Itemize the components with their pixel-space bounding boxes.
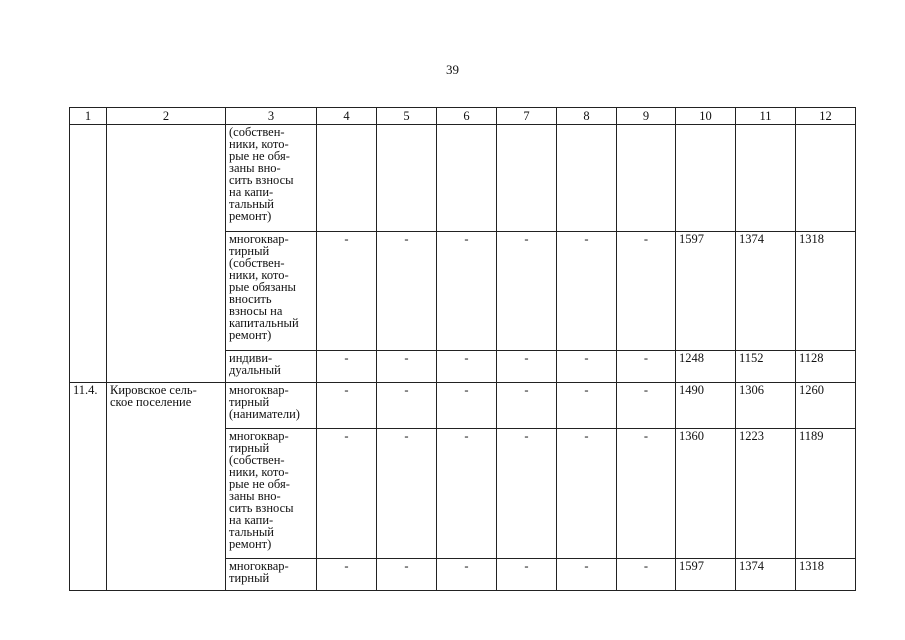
value-cell [617,125,676,232]
value-cell: - [317,351,377,383]
value-cell [676,125,736,232]
value-cell: - [617,429,676,559]
value-cell: - [617,232,676,351]
value-cell: - [437,232,497,351]
value-cell: - [437,429,497,559]
value-cell: - [557,351,617,383]
page-number: 39 [446,62,459,77]
housing-type-cell: индиви- дуальный [226,351,317,383]
value-cell: 1318 [796,232,856,351]
column-header: 9 [617,108,676,125]
column-header: 8 [557,108,617,125]
value-cell [557,125,617,232]
column-header: 4 [317,108,377,125]
column-header: 10 [676,108,736,125]
value-cell: - [317,232,377,351]
column-header: 12 [796,108,856,125]
value-cell: 1360 [676,429,736,559]
value-cell: 1318 [796,559,856,591]
value-cell: - [557,232,617,351]
row-number-cell [70,125,107,383]
value-cell: - [377,351,437,383]
value-cell: - [557,383,617,429]
value-cell: 1490 [676,383,736,429]
row-number-cell: 11.4. [70,383,107,591]
column-header: 11 [736,108,796,125]
value-cell: - [497,429,557,559]
column-header: 6 [437,108,497,125]
table-row [70,383,856,429]
value-cell [377,125,437,232]
value-cell: - [497,559,557,591]
value-cell: - [377,429,437,559]
value-cell: - [617,351,676,383]
value-cell: - [497,383,557,429]
column-header: 2 [107,108,226,125]
column-header: 1 [70,108,107,125]
value-cell [317,125,377,232]
value-cell: 1260 [796,383,856,429]
value-cell: - [497,351,557,383]
column-header: 7 [497,108,557,125]
value-cell: 1597 [676,559,736,591]
settlement-cell [107,125,226,383]
value-cell: - [617,559,676,591]
value-cell [736,125,796,232]
value-cell: 1128 [796,351,856,383]
tariff-table [69,107,856,591]
value-cell: - [377,383,437,429]
value-cell: - [317,429,377,559]
value-cell [796,125,856,232]
header-row [70,108,856,125]
value-cell: - [617,383,676,429]
value-cell: 1306 [736,383,796,429]
value-cell: - [557,559,617,591]
value-cell: - [437,559,497,591]
table-row [70,125,856,232]
value-cell: - [317,383,377,429]
column-header: 3 [226,108,317,125]
value-cell: - [377,232,437,351]
housing-type-cell: многоквар- тирный (наниматели) [226,383,317,429]
housing-type-cell: многоквар- тирный (собствен- ники, кото- рые не обя- заны вно- сить взносы на капи- тальный ремонт) [226,429,317,559]
value-cell: - [437,351,497,383]
value-cell: 1597 [676,232,736,351]
value-cell: - [317,559,377,591]
value-cell [497,125,557,232]
housing-type-cell: многоквар- тирный [226,559,317,591]
column-header: 5 [377,108,437,125]
value-cell: 1374 [736,559,796,591]
value-cell [437,125,497,232]
value-cell: - [377,559,437,591]
value-cell: - [437,383,497,429]
value-cell: 1223 [736,429,796,559]
housing-type-cell: многоквар- тирный (собствен- ники, кото- рые обязаны вносить взносы на капитальный ремонт) [226,232,317,351]
value-cell: 1248 [676,351,736,383]
value-cell: 1374 [736,232,796,351]
housing-type-cell: (собствен- ники, кото- рые не обя- заны вно- сить взносы на капи- тальный ремонт) [226,125,317,232]
value-cell: - [557,429,617,559]
value-cell: 1189 [796,429,856,559]
value-cell: - [497,232,557,351]
settlement-cell: Кировское сель- ское поселение [107,383,226,591]
value-cell: 1152 [736,351,796,383]
